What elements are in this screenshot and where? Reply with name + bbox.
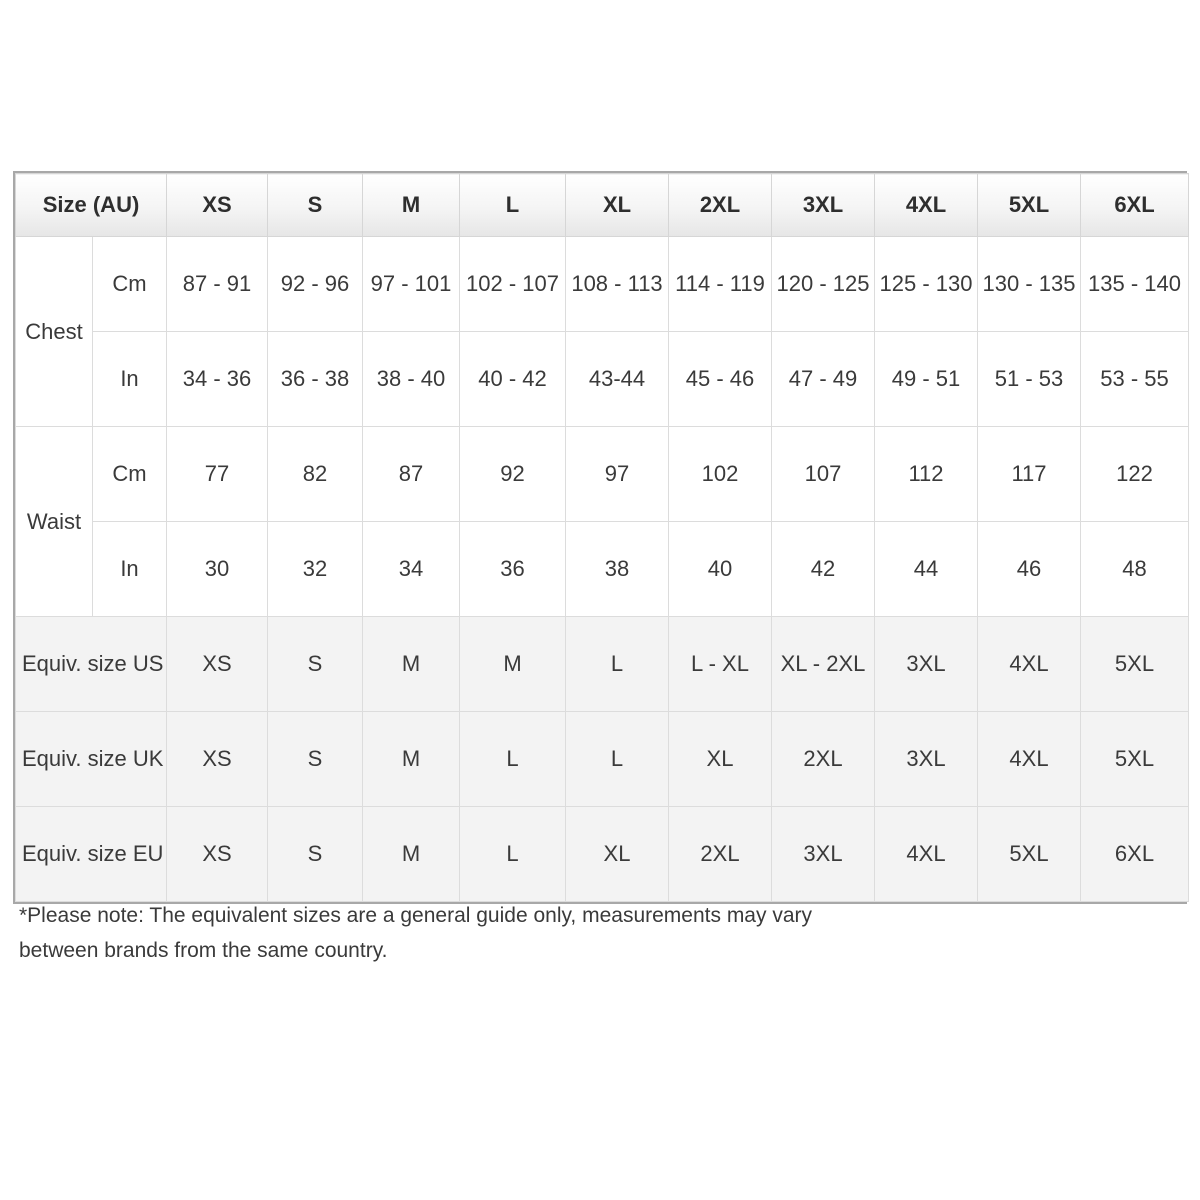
- waist-cm-cell: 97: [566, 427, 669, 522]
- chest-in-cell: 53 - 55: [1081, 332, 1189, 427]
- waist-cm-cell: 87: [363, 427, 460, 522]
- chest-in-cell: 40 - 42: [460, 332, 566, 427]
- equiv-cell: 5XL: [1081, 712, 1189, 807]
- size-chart: [13, 171, 1187, 904]
- equiv-cell: M: [363, 617, 460, 712]
- equiv-cell: 4XL: [875, 807, 978, 902]
- waist-cm-row: [16, 427, 1189, 522]
- size-header-4xl: 4XL: [875, 174, 978, 237]
- waist-in-cell: 46: [978, 522, 1081, 617]
- chest-cm-cell: 114 - 119: [669, 237, 772, 332]
- chest-cm-unit: Cm: [93, 237, 167, 332]
- equiv-cell: L: [566, 617, 669, 712]
- size-header-xs: XS: [167, 174, 268, 237]
- equiv-cell: XS: [167, 712, 268, 807]
- waist-in-cell: 40: [669, 522, 772, 617]
- chest-cm-cell: 130 - 135: [978, 237, 1081, 332]
- equiv-row: [16, 712, 1189, 807]
- waist-cm-cell: 117: [978, 427, 1081, 522]
- equiv-cell: 3XL: [875, 617, 978, 712]
- size-header-xl: XL: [566, 174, 669, 237]
- waist-in-cell: 48: [1081, 522, 1189, 617]
- waist-in-cell: 38: [566, 522, 669, 617]
- chest-in-unit: In: [93, 332, 167, 427]
- size-header-3xl: 3XL: [772, 174, 875, 237]
- chest-in-row: [16, 332, 1189, 427]
- waist-cm-cell: 112: [875, 427, 978, 522]
- equiv-cell: XL - 2XL: [772, 617, 875, 712]
- size-header-6xl: 6XL: [1081, 174, 1189, 237]
- equiv-cell: 4XL: [978, 712, 1081, 807]
- equiv-cell: XS: [167, 807, 268, 902]
- chest-in-cell: 36 - 38: [268, 332, 363, 427]
- waist-cm-cell: 92: [460, 427, 566, 522]
- waist-cm-cell: 122: [1081, 427, 1189, 522]
- size-header-s: S: [268, 174, 363, 237]
- equiv-cell: L: [460, 807, 566, 902]
- size-table: [15, 173, 1189, 902]
- equiv-cell: M: [460, 617, 566, 712]
- equiv-cell: M: [363, 712, 460, 807]
- equiv-cell: S: [268, 807, 363, 902]
- waist-in-row: [16, 522, 1189, 617]
- chest-in-cell: 49 - 51: [875, 332, 978, 427]
- equiv-cell: L: [460, 712, 566, 807]
- equiv-label: Equiv. size EU: [16, 807, 167, 902]
- chest-label: Chest: [16, 237, 93, 427]
- waist-in-unit: In: [93, 522, 167, 617]
- equiv-cell: S: [268, 617, 363, 712]
- chest-cm-cell: 108 - 113: [566, 237, 669, 332]
- waist-in-cell: 42: [772, 522, 875, 617]
- chest-in-cell: 47 - 49: [772, 332, 875, 427]
- waist-cm-cell: 102: [669, 427, 772, 522]
- equiv-cell: XL: [669, 712, 772, 807]
- waist-in-cell: 34: [363, 522, 460, 617]
- chest-cm-cell: 92 - 96: [268, 237, 363, 332]
- header-row: [16, 174, 1189, 237]
- equiv-cell: XL: [566, 807, 669, 902]
- equiv-cell: XS: [167, 617, 268, 712]
- waist-in-cell: 30: [167, 522, 268, 617]
- waist-in-cell: 44: [875, 522, 978, 617]
- equiv-cell: L: [566, 712, 669, 807]
- equiv-cell: 5XL: [978, 807, 1081, 902]
- waist-in-cell: 36: [460, 522, 566, 617]
- equiv-cell: 3XL: [875, 712, 978, 807]
- equiv-label: Equiv. size US: [16, 617, 167, 712]
- chest-cm-cell: 125 - 130: [875, 237, 978, 332]
- chest-in-cell: 34 - 36: [167, 332, 268, 427]
- note-line-2: between brands from the same country.: [19, 939, 388, 962]
- equiv-cell: M: [363, 807, 460, 902]
- chest-cm-cell: 87 - 91: [167, 237, 268, 332]
- waist-cm-cell: 77: [167, 427, 268, 522]
- disclaimer-note: [19, 898, 919, 968]
- chest-in-cell: 45 - 46: [669, 332, 772, 427]
- equiv-row: [16, 807, 1189, 902]
- chest-in-cell: 43-44: [566, 332, 669, 427]
- equiv-cell: S: [268, 712, 363, 807]
- equiv-cell: 2XL: [669, 807, 772, 902]
- waist-in-cell: 32: [268, 522, 363, 617]
- equiv-cell: 4XL: [978, 617, 1081, 712]
- equiv-cell: 6XL: [1081, 807, 1189, 902]
- chest-cm-cell: 120 - 125: [772, 237, 875, 332]
- size-au-header: Size (AU): [16, 174, 167, 237]
- size-header-m: M: [363, 174, 460, 237]
- waist-cm-cell: 82: [268, 427, 363, 522]
- chest-cm-cell: 102 - 107: [460, 237, 566, 332]
- equiv-row: [16, 617, 1189, 712]
- waist-cm-unit: Cm: [93, 427, 167, 522]
- equiv-cell: 3XL: [772, 807, 875, 902]
- chest-cm-cell: 97 - 101: [363, 237, 460, 332]
- chest-in-cell: 38 - 40: [363, 332, 460, 427]
- equiv-cell: L - XL: [669, 617, 772, 712]
- waist-label: Waist: [16, 427, 93, 617]
- chest-in-cell: 51 - 53: [978, 332, 1081, 427]
- chest-cm-cell: 135 - 140: [1081, 237, 1189, 332]
- size-header-2xl: 2XL: [669, 174, 772, 237]
- note-line-1: *Please note: The equivalent sizes are a general guide only, measurements may vary: [19, 904, 812, 927]
- size-header-l: L: [460, 174, 566, 237]
- chest-cm-row: [16, 237, 1189, 332]
- equiv-cell: 2XL: [772, 712, 875, 807]
- equiv-label: Equiv. size UK: [16, 712, 167, 807]
- size-header-5xl: 5XL: [978, 174, 1081, 237]
- waist-cm-cell: 107: [772, 427, 875, 522]
- equiv-cell: 5XL: [1081, 617, 1189, 712]
